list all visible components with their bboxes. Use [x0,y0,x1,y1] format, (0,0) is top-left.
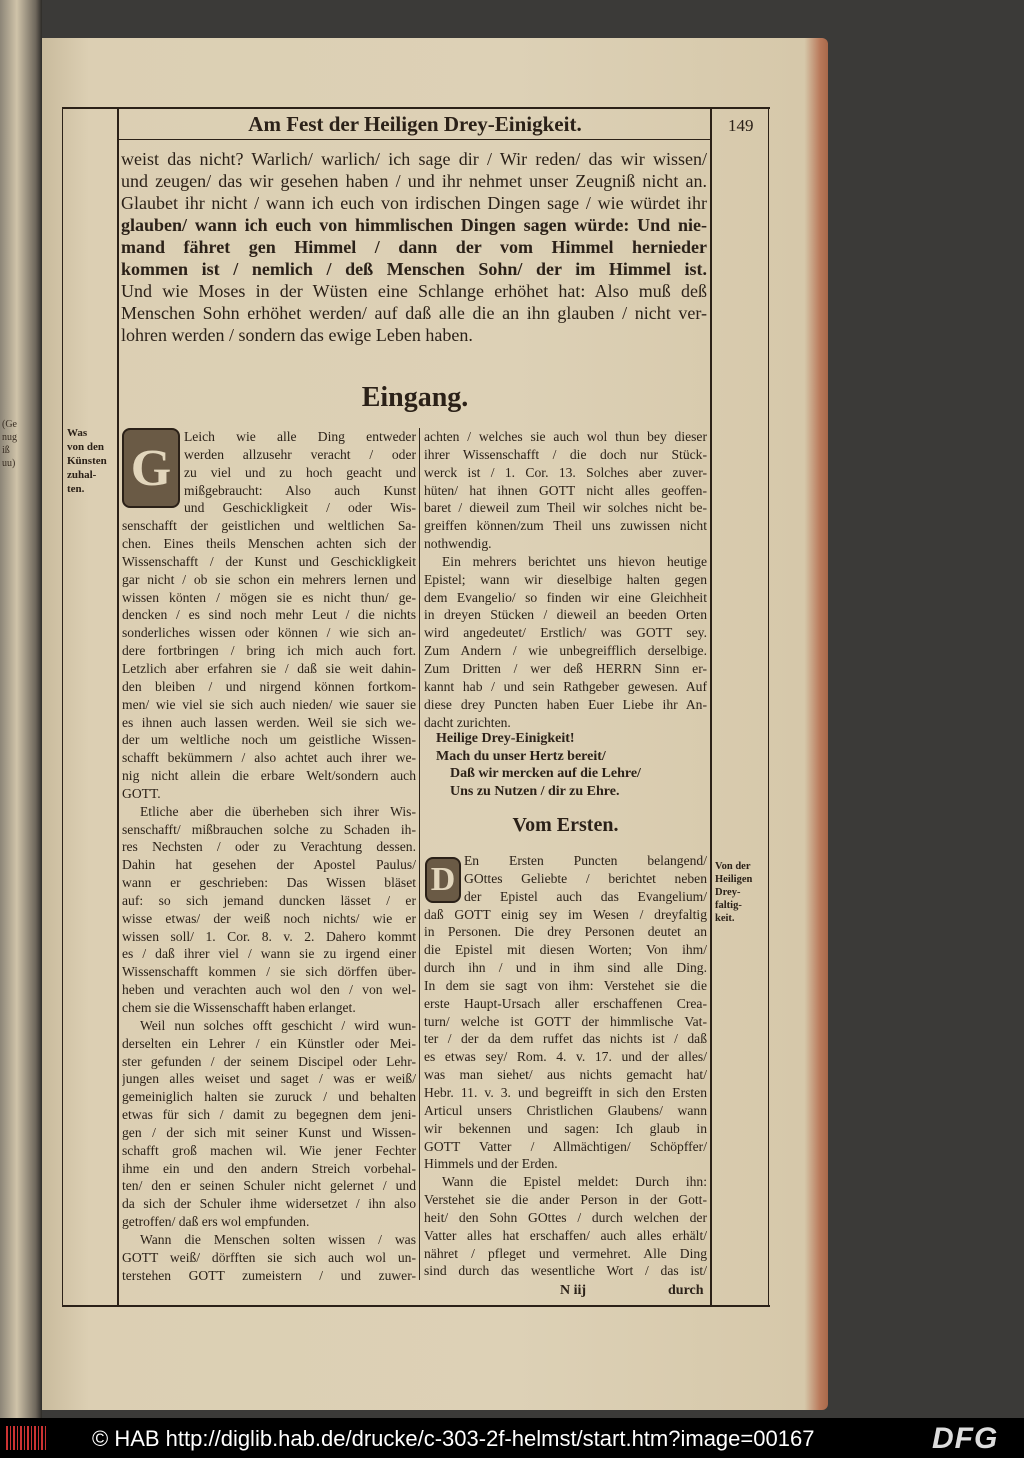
text-line: dacht zurichten. [424,714,511,730]
dfg-logo: DFG [932,1422,999,1455]
running-title: Am Fest der Heiligen Drey-Einigkeit. [248,112,582,136]
text-line: und Geschickligkeit / oder Wis- [184,500,416,516]
text-line: wisse etwas/ der weiß noch nichts/ wie er [122,910,416,926]
text-line: nig nicht allein die erbare Welt/sondern auch [122,768,416,784]
text-line: GOttes Geliebte / berichtet neben [464,870,707,886]
verse [436,730,706,800]
intro-text [121,148,707,346]
text-line: Wann die Menschen solten wissen / was [140,1231,416,1247]
text-line: werden allzusehr veracht / oder [184,446,416,462]
text-line: GOTT Vatter / Allmächtigen/ Schöpffer/ [424,1138,707,1154]
outer-right-rule [768,107,769,1307]
text-line: GOTT. [122,785,161,801]
text-line: wir bekennen und sagen: Ich glaub in [424,1120,707,1136]
text-line: chem sie die Wissenschafft haben erlanget. [122,1000,356,1015]
signature-mark: N iij [560,1283,587,1298]
text-line: erste Haupt-Ursach aller erschaffenen Crea- [424,995,707,1011]
outer-left-rule [62,107,63,1307]
text-line: ter / der da dem ruffet das nichts ist / daß [424,1031,707,1047]
text-line: Hebr. 11. v. 3. und begreifft in sich den Ersten [424,1084,707,1100]
text-line: durch ihn / und in ihm sind alle Ding. [424,960,707,976]
text-line: Dahin hat gesehen der Apostel Paulus/ [122,857,416,873]
text-line: gemeiniglich halten sie zuruck / und behalten [122,1089,416,1105]
text-line: es ihnen auch lassen werden. Weil sie sich we- [122,714,416,730]
text-line: getroffen/ daß ers wol empfunden. [122,1214,310,1230]
text-line: auf: so sich jemand duncken lässet / er [122,892,416,908]
text-line: ihrer Wissenschafft / die doch nur Stück- [424,446,707,462]
text-line: Zum Dritten / wer deß HERRN Sinn er- [424,660,707,676]
note-line: (Ge [2,419,17,430]
text-line: Glaubet ihr nicht / wann ich euch von irdischen Dingen sage / wie würdet ihr [121,193,707,213]
text-line: greiffen können/zum Theil uns zuwissen nicht [424,518,707,534]
text-line: heit/ den Sohn GOttes / durch welchen der [424,1209,707,1225]
source-credit[interactable]: © HAB http://diglib.hab.de/drucke/c-303-2f-helmst/start.htm?image=00167 [92,1426,815,1451]
text-line: es / daß ihrer viel / wann sie zu irgend einer [122,946,416,962]
text-line: Mach du unser Hertz bereit/ [436,748,606,764]
right-column-text-2 [424,852,707,1280]
left-margin-note [67,426,107,496]
text-line: dencken / es sind noch mehr Leut / die nichts [122,607,416,623]
note-line: faltig- [715,900,742,911]
text-line: senschafft/ mißbrauchen solche zu Schaden ih- [122,821,416,837]
text-line: senschafft der geistlichen und weltlichen Sa- [122,518,416,534]
text-line: die Epistel mit diesen Worten; Von ihm/ [424,942,707,958]
text-line: glauben/ wann ich euch von himmlischen Dingen sagen würde: Und nie- [121,215,707,235]
text-line: dere fortbringen / bring ich mich auch fort. [122,643,416,659]
text-line: wann er geschrieben: Das Wissen bläset [122,875,416,891]
text-line: baret / dieweil zum Theil wir solches nicht be- [424,500,707,516]
text-line: derselten ein Lehrer / ein Künstler oder Mei- [122,1035,416,1051]
text-line: kommen ist / nemlich / deß Menschen Sohn/ der im Himmel ist. [121,259,707,279]
note-line: von den [67,441,104,453]
note-line: Heiligen [715,874,753,885]
right-column-text [424,428,707,731]
text-line: ihme ein und den andern Streich vorbehal- [122,1160,416,1176]
text-line: achten / welches sie auch wol thun bey dieser [424,429,707,444]
text-line: Etliche aber die überheben sich ihrer Wis- [140,803,416,819]
note-line: Von der [715,861,751,872]
text-line: Leich wie alle Ding entweder [184,429,416,444]
text-line: daß GOTT einig sey im Wesen / dreyfaltig [424,906,707,922]
text-line: nothwendig. [424,536,492,552]
text-line: weist das nicht? Warlich/ warlich/ ich sage dir / Wir reden/ das wir wissen/ [121,149,707,169]
text-line: Weil nun solches offt geschicht / wird wun- [140,1017,416,1033]
text-line: nähret / pfleget und vermehret. Alle Ding [424,1245,707,1261]
text-line: in Personen. Die drey Personen deutet an [424,924,707,940]
text-line: Daß wir mercken auf die Lehre/ [450,766,641,781]
text-line: hüten/ hat ihnen GOTT nicht alles geoffen- [424,482,707,498]
previous-page-margin-note [2,418,32,470]
text-line: mißgebraucht: Also auch Kunst [184,482,416,498]
text-line: Wann die Epistel meldet: Durch ihn: [442,1174,707,1190]
text-line: mand fähret gen Himmel / dann der vom Himmel hernieder [121,237,707,257]
note-line: ten. [67,483,85,495]
text-line: Vatter alles hat erschaffen/ auch alles erhält/ [424,1227,707,1243]
top-rule [62,107,770,109]
text-line: In dem sie sagt von ihm: Verstehet sie die [424,977,707,993]
text-line: sonderliches wissen oder können / wie sich an- [122,625,416,641]
text-line: diese drey Puncten haben Euer Liebe ihr An- [424,696,707,712]
text-line: schafft bekümmern / also achtet auch ihrer we- [122,750,416,766]
text-line: da sich der Schuler ihme widersetzet / ihn also [122,1196,416,1212]
text-line: wissen könten / mögen sie es nicht thun/ ge- [122,589,416,605]
text-line: der Epistel auch das Evangelium/ [464,888,707,904]
subheading: Vom Ersten. [512,814,619,836]
text-line: Letzlich aber erfahren sie / daß sie weit dahin- [122,660,416,676]
header-rule [119,139,710,140]
left-frame-rule [117,107,119,1307]
text-line: gar nicht / ob sie schon ein mehrers lernen und [122,571,416,587]
note-line: iß [2,445,10,456]
text-line: men/ wie viel sie sich auch nieden/ wie sauer sie [122,696,416,712]
text-line: chen. Eines theils Menschen achten sich der [122,536,416,552]
text-line: lohren werden / sondern das ewige Leben haben. [121,325,473,345]
right-margin-note [715,860,752,925]
text-line: GOTT weiß/ dörfften sie sich auch wol un- [122,1249,416,1265]
text-line: in dreyen Stücken / dieweil an beeden Orten [424,607,707,623]
text-line: Verstehet sie die ander Person in der Gott- [424,1192,707,1208]
decorated-initial-d: D [425,857,461,903]
text-line: den bleiben / und nirgend können fortkom- [122,678,416,694]
text-line: was man siehet/ aus nichts gemacht hat/ [424,1067,707,1083]
text-line: heben und verachten auch wol den / von wel- [122,982,416,998]
text-line: Wissenschafft / der Kunst und Geschickligkeit [122,553,416,569]
note-line: keit. [715,913,735,924]
text-line: dem Evangelio/ so finden wir eine Gleichheit [424,589,707,605]
text-line: Wissenschafft kommen / sie sich dörffen über- [122,964,416,980]
page-number: 149 [728,116,754,135]
text-line: Und wie Moses in der Wüsten eine Schlange erhöhet hat: Also muß deß [121,281,707,301]
text-line: sind durch das wesentliche Wort / das ist/ [424,1263,707,1279]
column-divider [419,428,420,1280]
text-line: Himmels und der Erden. [424,1156,558,1172]
text-line: En Ersten Puncten belangend/ [464,853,707,868]
decorated-initial-g: G [122,428,180,508]
text-line: ten/ den er seinen Schuler nicht gelernet / und [122,1178,416,1194]
section-heading: Eingang. [361,382,469,413]
text-line: wird angedeutet/ Erstlich/ was GOTT sey. [424,625,707,641]
text-line: terstehen GOTT zumeistern / und zuwer- [122,1267,416,1283]
text-line: schafft groß machen wil. Wie jener Fechter [122,1142,416,1158]
text-line: Ein mehrers berichtet uns hievon heutige [442,553,707,569]
left-column-text [122,428,416,1285]
library-logo-icon [6,1426,46,1450]
text-line: gen / der sich mit seiner Kunst und Wissen- [122,1124,416,1140]
text-line: Menschen Sohn erhöhet werden/ auf daß alle die an ihn glauben / nicht ver- [121,303,707,323]
catchword: durch [668,1283,704,1298]
note-line: Was [67,427,88,439]
text-line: ster gefunden / der seinem Discipel oder Lehr- [122,1053,416,1069]
text-line: Epistel; wann wir dieselbige halten gegen [424,571,707,587]
note-line: nug [2,432,17,443]
text-line: kannt hab / und sein Rathgeber gewesen. Auf [424,678,707,694]
note-line: zuhal- [67,469,97,481]
text-line: Heilige Drey-Einigkeit! [436,731,575,746]
text-line: etwas für sich / damit zu begegnen dem jeni- [122,1107,416,1123]
text-line: jungen alles weiset und saget / was er weiß/ [122,1071,416,1087]
text-line: turn/ welche ist GOTT der himmlische Vat- [424,1013,707,1029]
right-frame-rule [710,107,712,1307]
text-line: es etwas sey/ Rom. 4. v. 17. und der alles/ [424,1049,707,1065]
text-line: Articul unsers Christlichen Glaubens/ wann [424,1102,707,1118]
text-line: und zeugen/ das wir gesehen haben / und ihr nehmet unser Zeugniß nicht an. [121,171,707,191]
text-line: Zum Andern / wie unbegreifflich derselbige. [424,643,707,659]
text-line: zu viel und zu hoch geacht und [184,464,416,480]
credit-bar [0,1418,1024,1458]
note-line: Künsten [67,455,107,467]
text-line: der um weltliche noch um geistliche Wissen- [122,732,416,748]
previous-page-edge [0,0,42,1418]
note-line: Drey- [715,887,741,898]
text-line: wissen soll/ 1. Cor. 8. v. 2. Dahero kommt [122,928,416,944]
note-line: uu) [2,458,16,469]
bottom-rule [62,1305,770,1307]
text-line: werck ist / 1. Cor. 13. Solches aber zuver- [424,464,707,480]
text-line: res Nechsten / oder zu Verachtung dessen. [122,839,416,855]
text-line: Uns zu Nutzen / dir zu Ehre. [450,783,620,799]
